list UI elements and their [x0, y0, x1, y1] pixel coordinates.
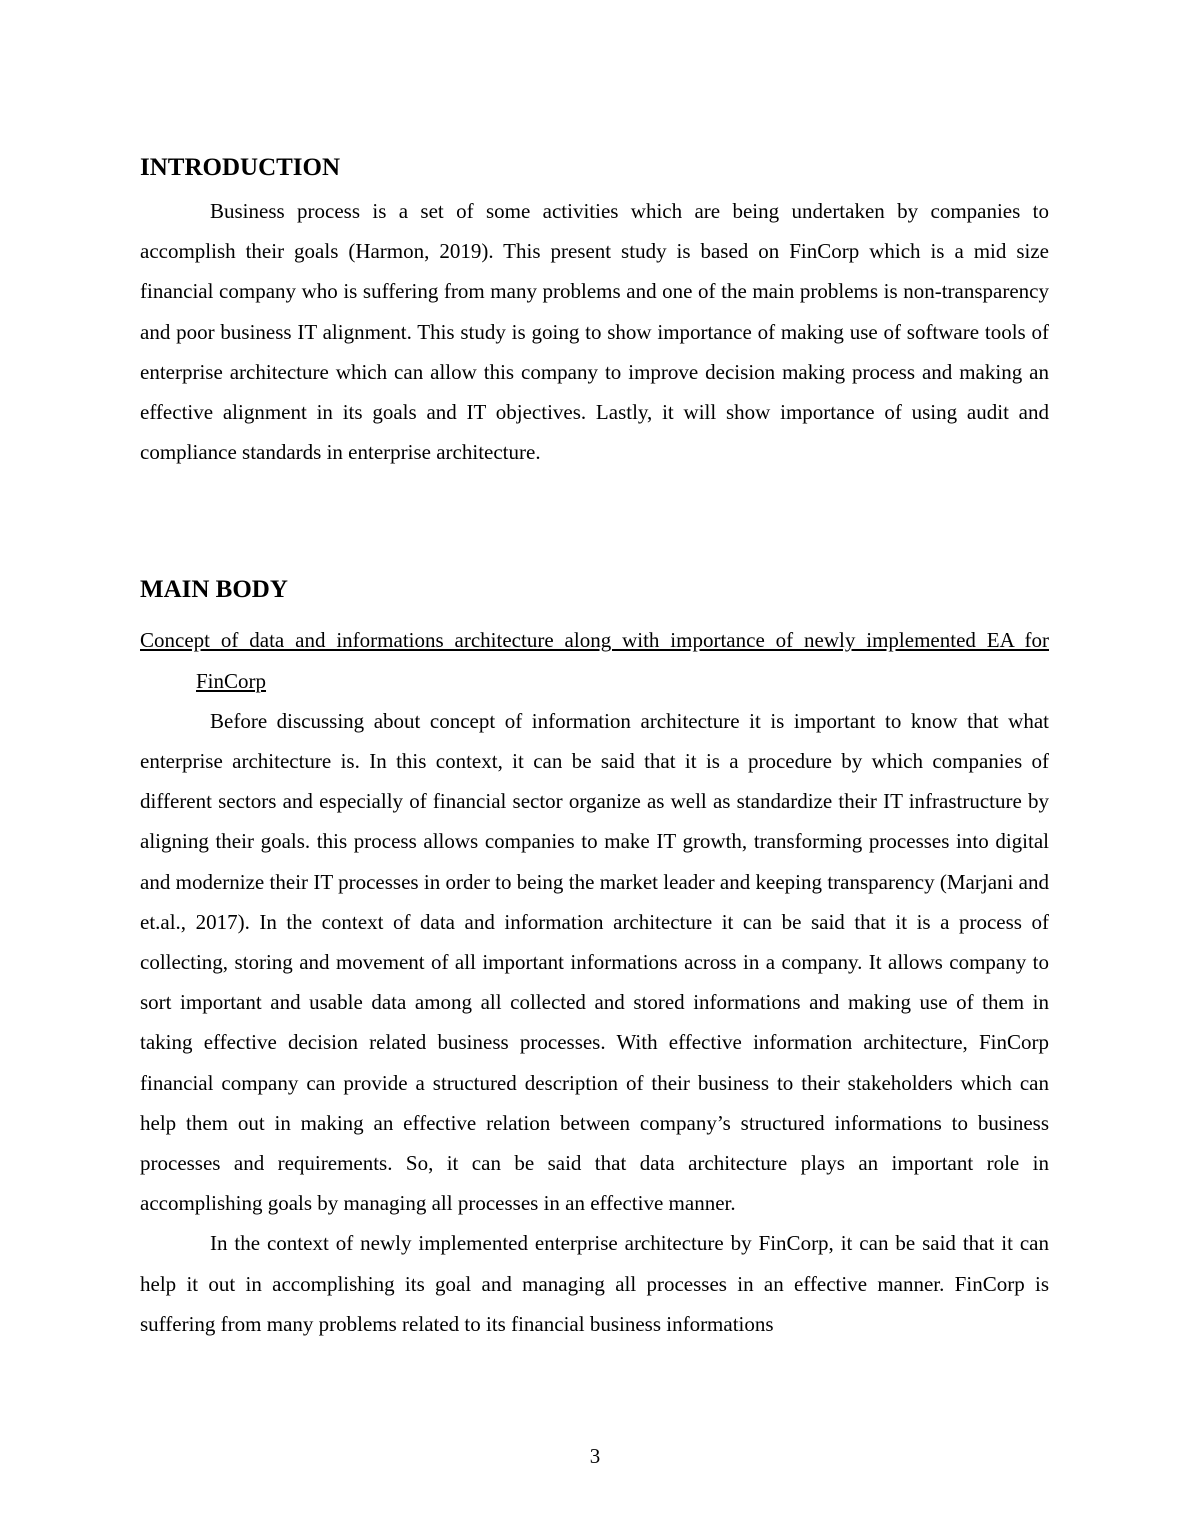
main-body-paragraph-1: Before discussing about concept of information architecture it is important to know that what enterprise architecture is. In this context, it can be said that it is a procedure by which companies of different sectors and especially of financial sector organize as well as standardize their IT infrastructure by aligning their goals. this process allows companies to make IT growth, transforming processes into digital and modernize their IT processes in order to being the market leader and keeping transparency (Marjani and et.al., 2017). In the context of data and information architecture it can be said that it is a process of collecting, storing and movement of all important informations across in a company. It allows company to sort important and usable data among all collected and stored informations and making use of them in taking effective decision related business processes. With effective information architecture, FinCorp financial company can provide a structured description of their business to their stakeholders which can help them out in making an effective relation between company’s structured informations to business processes and requirements. So, it can be said that data architecture plays an important role in accomplishing goals by managing all processes in an effective manner. — [140, 708, 1049, 1216]
section-subheading: Concept of data and informations architecture along with importance of newly implemented EA for FinCorp — [140, 628, 1049, 693]
page-number: 3 — [589, 1444, 601, 1468]
introduction-heading: INTRODUCTION — [140, 154, 341, 181]
introduction-paragraph: Business process is a set of some activities which are being undertaken by companies to accomplish their goals (Harmon, 2019). This present study is based on FinCorp which is a mid size financial company who is suffering from many problems and one of the main problems is non-transparency and poor business IT alignment. This study is going to show importance of making use of software tools of enterprise architecture which can allow this company to improve decision making process and making an effective alignment in its goals and IT objectives. Lastly, it will show importance of using audit and compliance standards in enterprise architecture. — [140, 199, 1049, 465]
main-body-heading: MAIN BODY — [140, 576, 288, 604]
page-content — [140, 148, 1049, 1344]
main-body-paragraph-2: In the context of newly implemented enterprise architecture by FinCorp, it can be said that it can help it out in accomplishing its goal and managing all processes in an effective manner. FinCorp is suffering from many problems related to its financial business informations — [140, 1231, 1049, 1336]
